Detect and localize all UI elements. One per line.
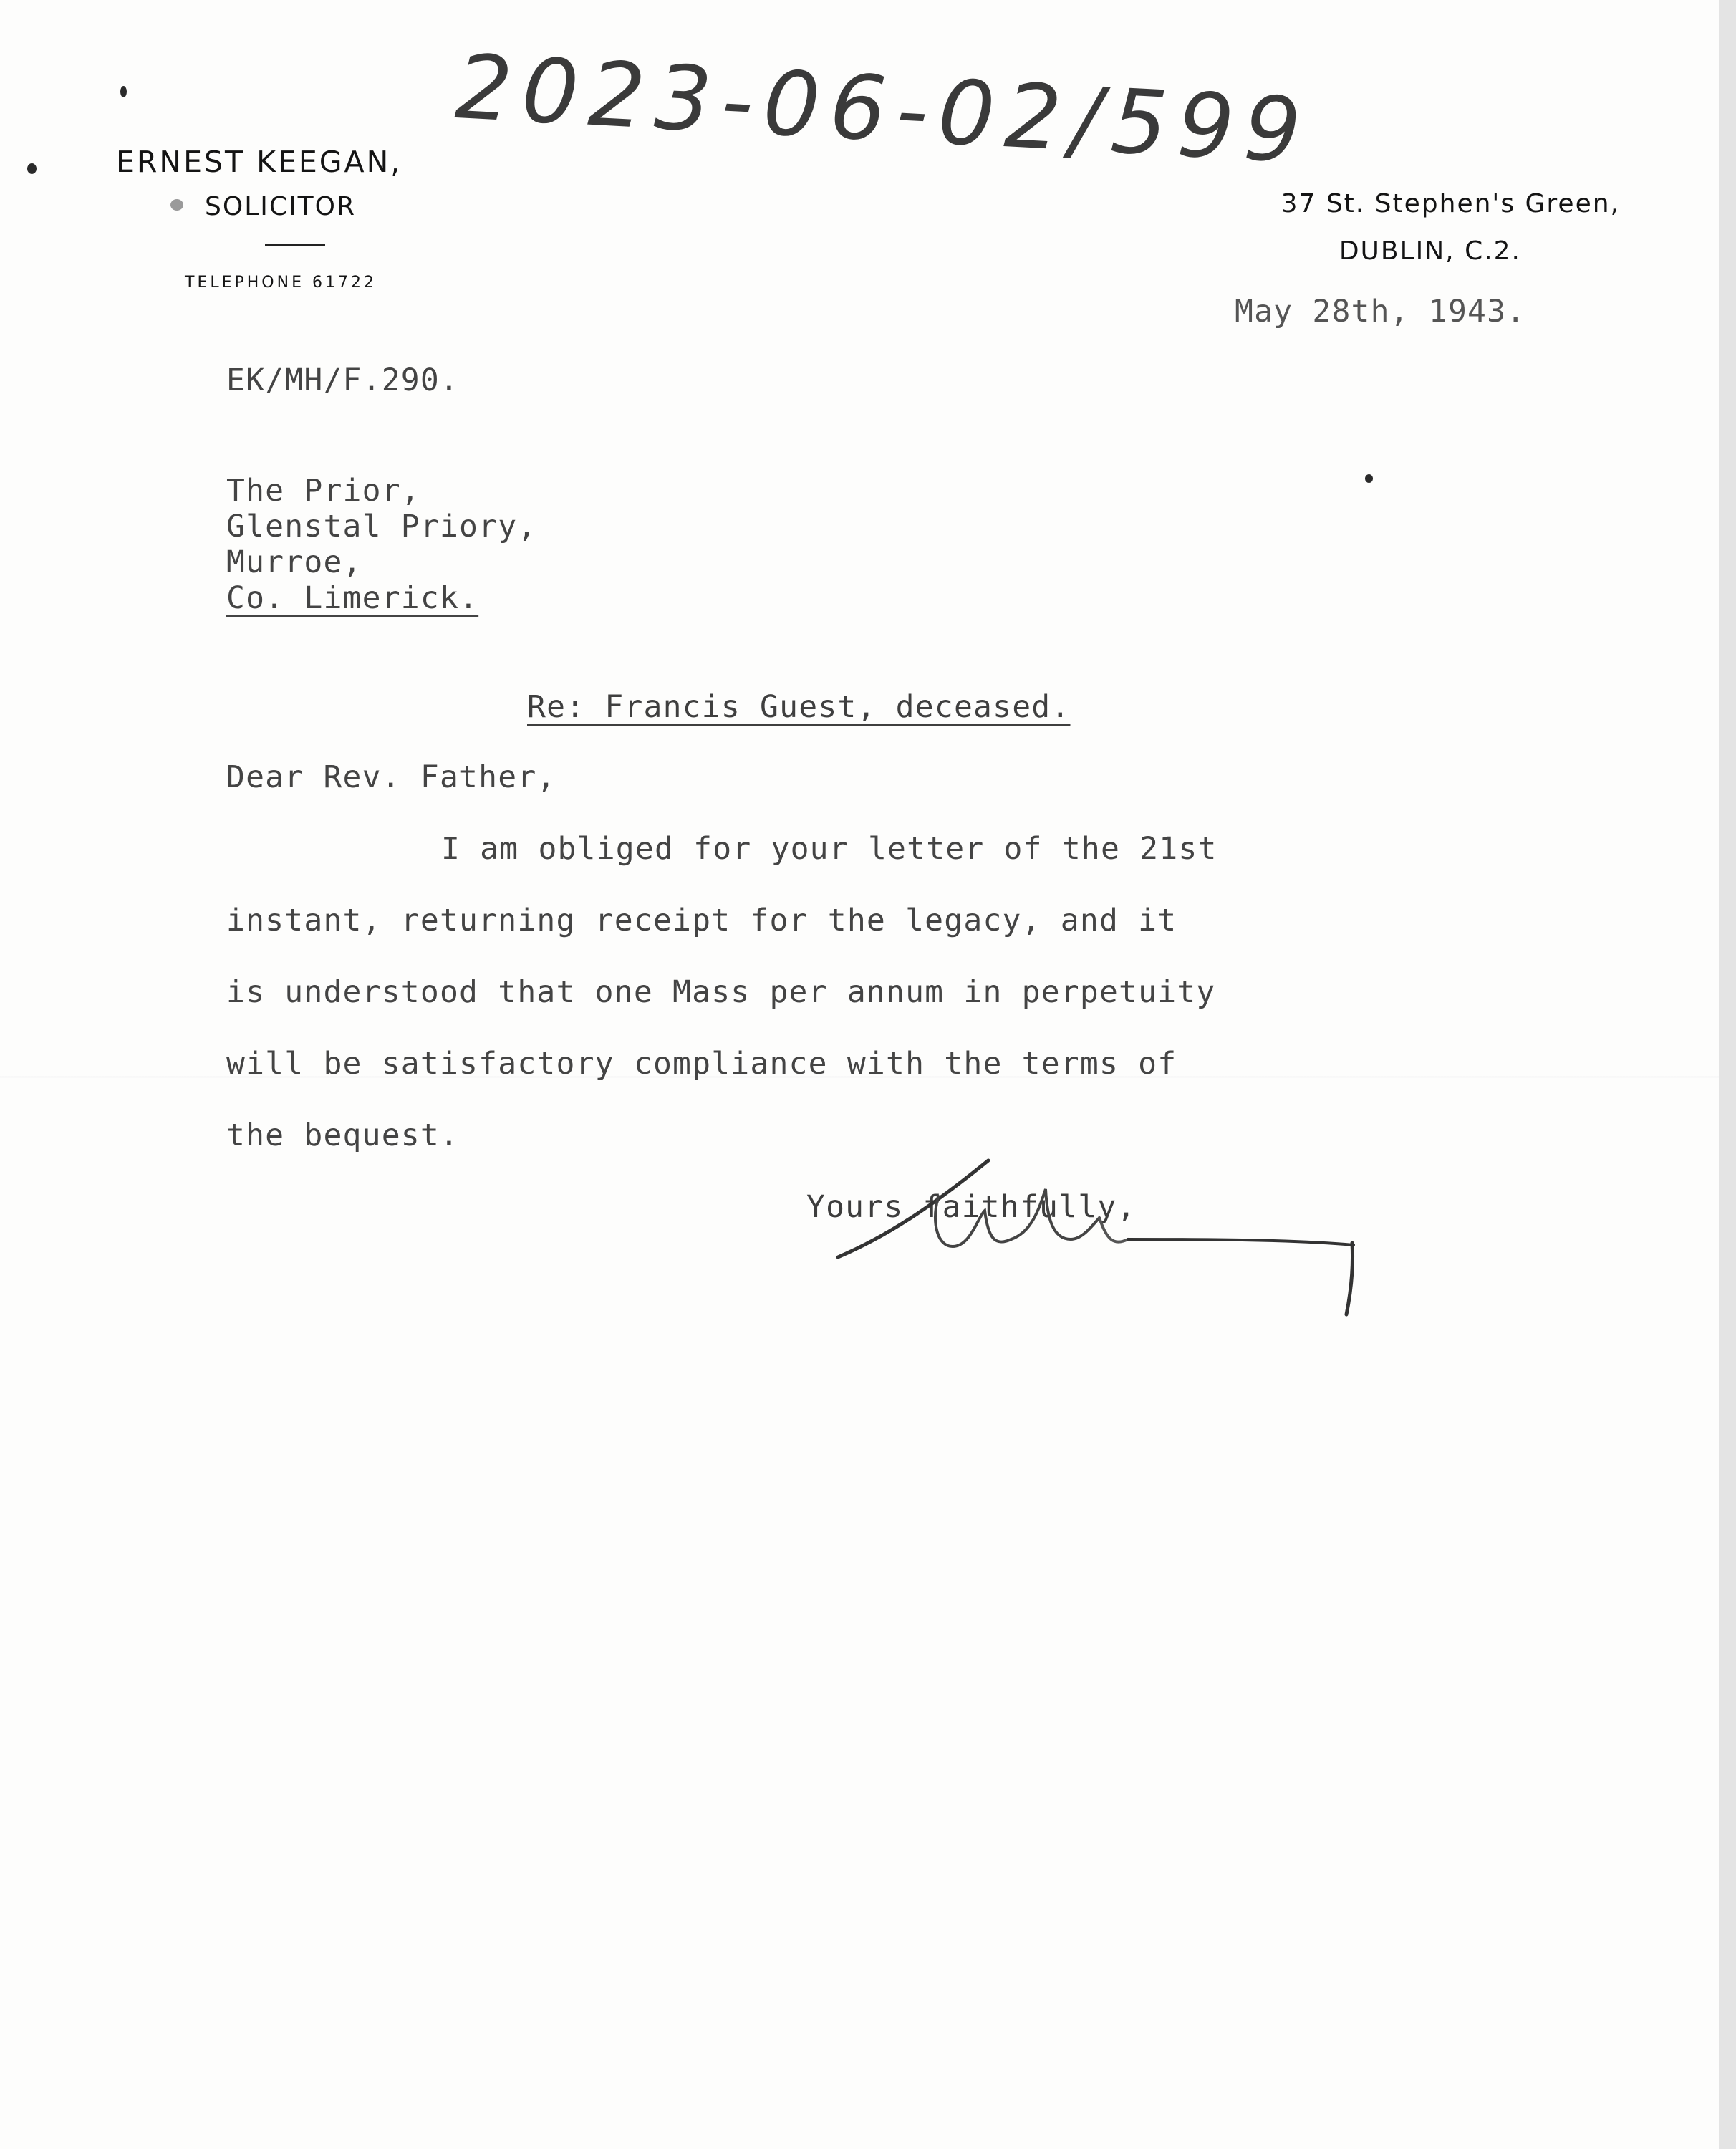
letterhead-name: ERNEST KEEGAN, [116, 145, 402, 179]
letterhead-address-line1: 37 St. Stephen's Green, [1281, 189, 1620, 218]
ink-blot [1365, 474, 1373, 483]
reference-number: EK/MH/F.290. [226, 362, 460, 398]
handwritten-signature [824, 1132, 1382, 1325]
page-edge-shadow [1719, 0, 1736, 2149]
body-line: I am obliged for your letter of the 21st [441, 831, 1217, 867]
subject-line: Re: Francis Guest, deceased. [527, 689, 1071, 725]
ink-blot [120, 86, 127, 97]
ink-blot [27, 163, 37, 174]
recipient-line: Glenstal Priory, [226, 509, 537, 544]
letterhead-telephone: TELEPHONE 61722 [185, 274, 377, 292]
recipient-line: Murroe, [226, 544, 362, 580]
closing: Yours faithfully, [806, 1189, 1137, 1225]
letterhead-rule [265, 244, 325, 246]
letterhead-title: SOLICITOR [205, 192, 356, 221]
letterhead-address-line2: DUBLIN, C.2. [1339, 236, 1521, 266]
letter-date: May 28th, 1943. [1235, 294, 1526, 330]
body-line: instant, returning receipt for the legacy, and it [226, 903, 1177, 938]
archive-number-handwritten: 2023-06-02/599 [453, 36, 1313, 184]
salutation: Dear Rev. Father, [226, 759, 556, 795]
body-line: the bequest. [226, 1117, 460, 1153]
body-line: will be satisfactory compliance with the terms of [226, 1046, 1177, 1082]
body-line: is understood that one Mass per annum in perpetuity [226, 974, 1216, 1010]
recipient-line: Co. Limerick. [226, 580, 479, 616]
recipient-line: The Prior, [226, 473, 420, 509]
ink-blot [170, 199, 183, 211]
